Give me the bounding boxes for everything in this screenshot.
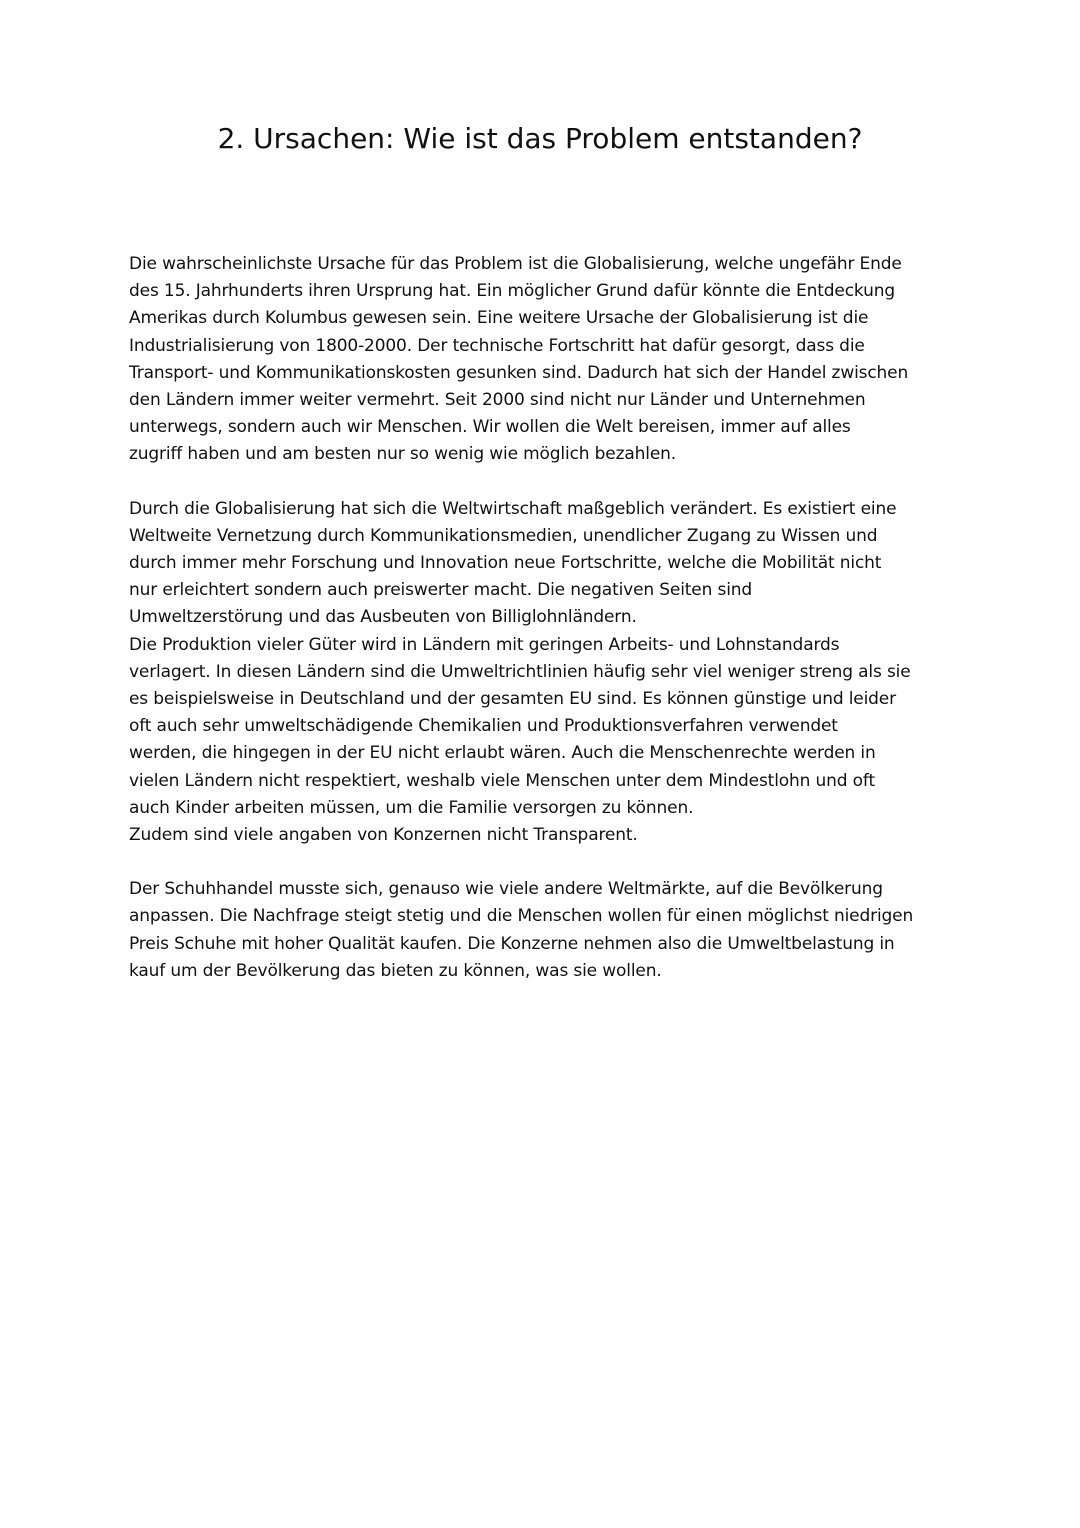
text-line: werden, die hingegen in der EU nicht erlaubt wären. Auch die Menschenrechte werden in xyxy=(129,743,876,764)
text-line: Weltweite Vernetzung durch Kommunikationsmedien, unendlicher Zugang zu Wissen und xyxy=(129,525,878,546)
paragraph-effects xyxy=(129,496,959,850)
text-line: zugriff haben und am besten nur so wenig wie möglich bezahlen. xyxy=(129,444,677,465)
page-title: 2. Ursachen: Wie ist das Problem entstanden? xyxy=(217,122,863,155)
text-line: oft auch sehr umweltschädigende Chemikalien und Produktionsverfahren verwendet xyxy=(129,716,838,737)
document-body xyxy=(129,251,959,1012)
text-line: Der Schuhhandel musste sich, genauso wie viele andere Weltmärkte, auf die Bevölkerung xyxy=(129,879,883,900)
text-line: Transport- und Kommunikationskosten gesunken sind. Dadurch hat sich der Handel zwischen xyxy=(129,362,909,383)
text-line: anpassen. Die Nachfrage steigt stetig und die Menschen wollen für einen möglichst niedrigen xyxy=(129,906,914,927)
paragraph-shoe-trade xyxy=(129,876,959,985)
text-line: durch immer mehr Forschung und Innovation neue Fortschritte, welche die Mobilität nicht xyxy=(129,553,882,574)
text-line: Durch die Globalisierung hat sich die Weltwirtschaft maßgeblich verändert. Es existiert eine xyxy=(129,498,897,519)
paragraph-causes xyxy=(129,251,959,469)
text-line: den Ländern immer weiter vermehrt. Seit 2000 sind nicht nur Länder und Unternehmen xyxy=(129,390,866,411)
text-line: Die Produktion vieler Güter wird in Ländern mit geringen Arbeits- und Lohnstandards xyxy=(129,634,840,655)
text-line: nur erleichtert sondern auch preiswerter macht. Die negativen Seiten sind xyxy=(129,580,753,601)
text-line: Preis Schuhe mit hoher Qualität kaufen. Die Konzerne nehmen also die Umweltbelastung in xyxy=(129,933,895,954)
text-line: es beispielsweise in Deutschland und der gesamten EU sind. Es können günstige und leider xyxy=(129,689,896,710)
text-line: kauf um der Bevölkerung das bieten zu können, was sie wollen. xyxy=(129,960,662,981)
text-line: vielen Ländern nicht respektiert, weshalb viele Menschen unter dem Mindestlohn und oft xyxy=(129,770,875,791)
text-line: verlagert. In diesen Ländern sind die Umweltrichtlinien häufig sehr viel weniger streng als sie xyxy=(129,661,911,682)
text-line: unterwegs, sondern auch wir Menschen. Wir wollen die Welt bereisen, immer auf alles xyxy=(129,417,851,438)
text-line: des 15. Jahrhunderts ihren Ursprung hat. Ein möglicher Grund dafür könnte die Entdeckung xyxy=(129,281,895,302)
text-line: Umweltzerstörung und das Ausbeuten von Billiglohnländern. xyxy=(129,607,637,628)
text-line: Industrialisierung von 1800-2000. Der technische Fortschritt hat dafür gesorgt, dass die xyxy=(129,335,865,356)
text-line: Zudem sind viele angaben von Konzernen nicht Transparent. xyxy=(129,825,638,846)
text-line: auch Kinder arbeiten müssen, um die Familie versorgen zu können. xyxy=(129,797,694,818)
text-line: Amerikas durch Kolumbus gewesen sein. Eine weitere Ursache der Globalisierung ist die xyxy=(129,308,869,329)
text-line: Die wahrscheinlichste Ursache für das Problem ist die Globalisierung, welche ungefähr Ende xyxy=(129,254,902,274)
